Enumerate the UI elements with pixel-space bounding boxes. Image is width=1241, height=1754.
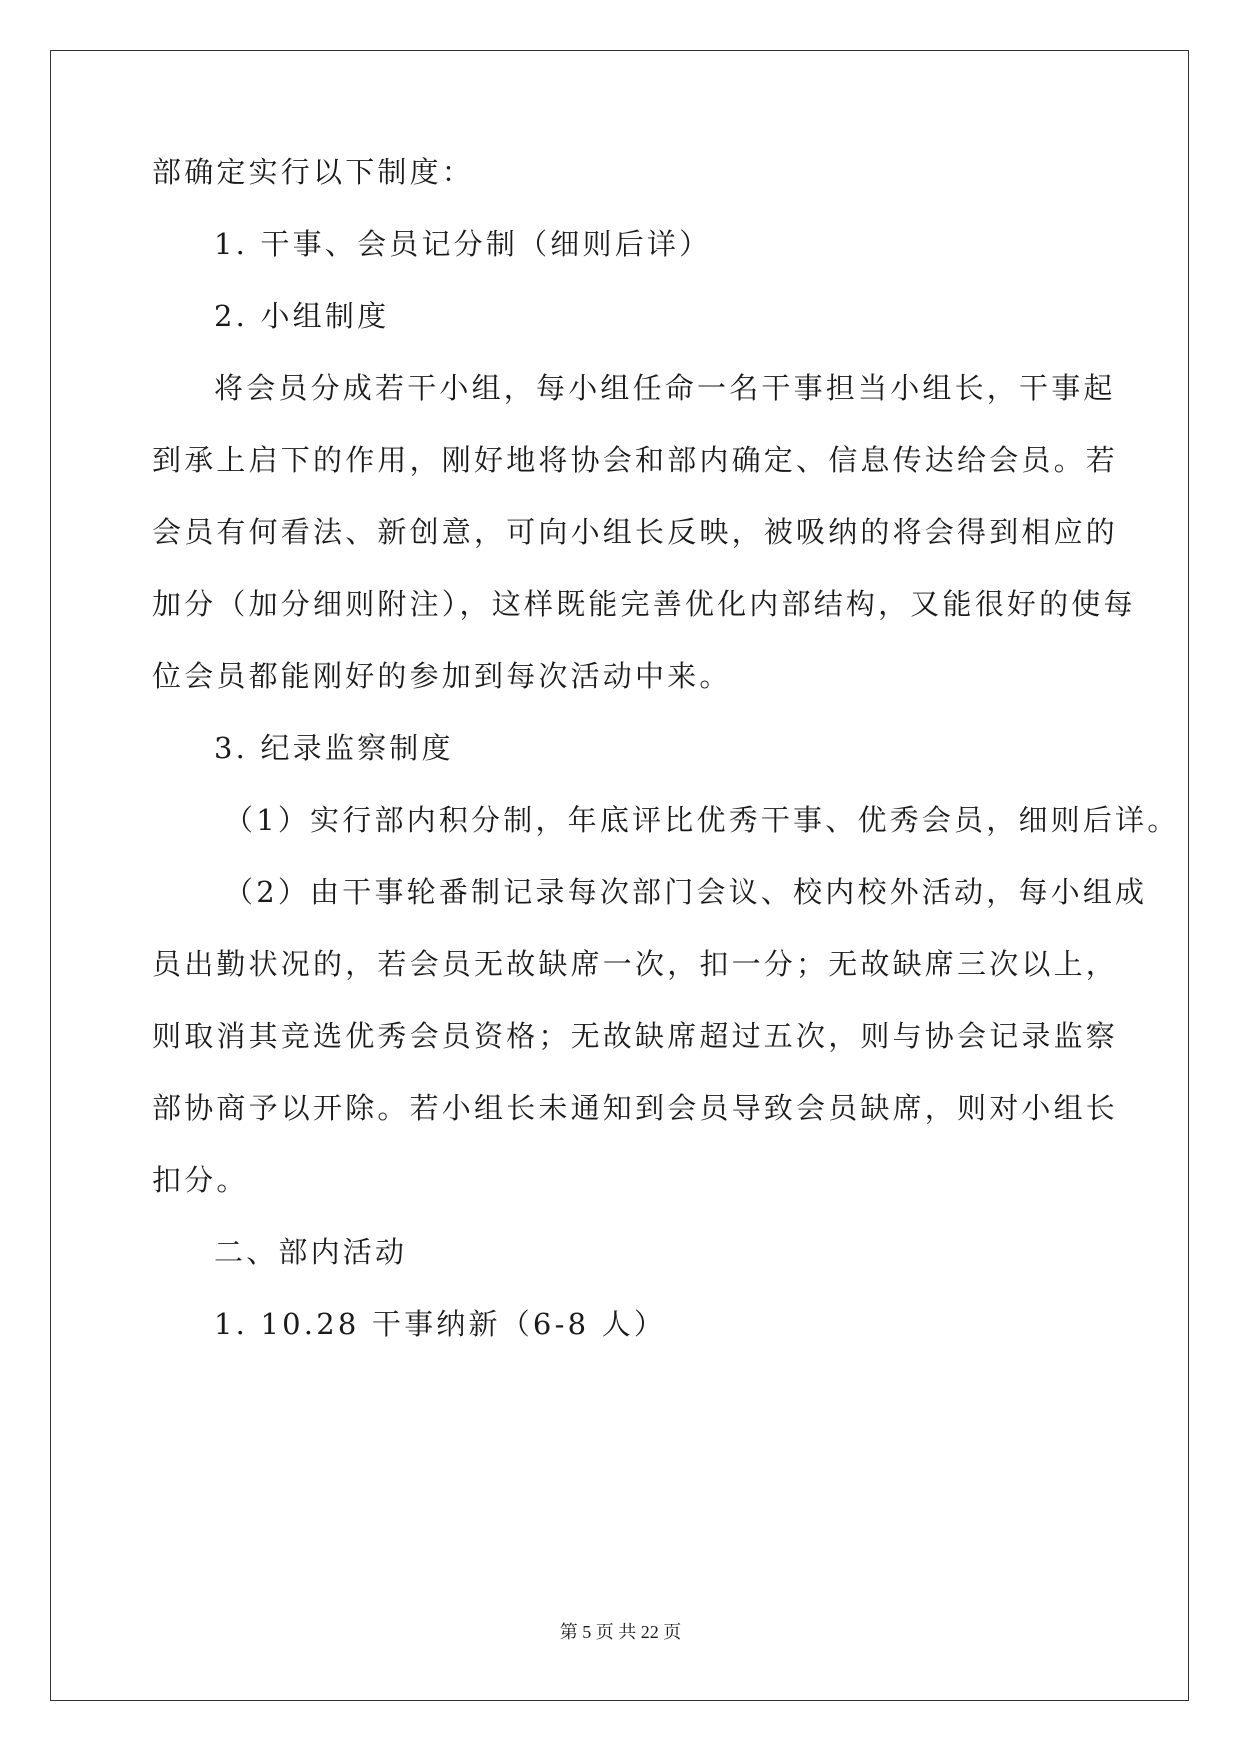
text-line: （1）实行部内积分制，年底评比优秀干事、优秀会员，细则后详。: [224, 803, 1180, 837]
text-line: 员出勤状况的，若会员无故缺席一次，扣一分；无故缺席三次以上，: [152, 947, 1119, 981]
text-line: （2）由干事轮番制记录每次部门会议、校内校外活动，每小组成: [224, 875, 1148, 909]
list-item: 3. 纪录监察制度: [214, 731, 454, 765]
text-line: 将会员分成若干小组，每小组任命一名干事担当小组长，干事起: [214, 371, 1116, 405]
text-line: 到承上启下的作用，刚好地将协会和部内确定、信息传达给会员。若: [152, 443, 1119, 477]
text-line: 部协商予以开除。若小组长未通知到会员导致会员缺席，则对小组长: [152, 1091, 1119, 1125]
list-item: 1. 10.28 干事纳新（6-8 人）: [214, 1307, 667, 1341]
text-line: 会员有何看法、新创意，可向小组长反映，被吸纳的将会得到相应的: [152, 515, 1119, 549]
text-line: 加分（加分细则附注），这样既能完善优化内部结构，又能很好的使每: [152, 587, 1136, 621]
text-line: 位会员都能刚好的参加到每次活动中来。: [152, 659, 732, 693]
text-line: 则取消其竞选优秀会员资格；无故缺席超过五次，则与协会记录监察: [152, 1019, 1119, 1053]
page-footer: 第 5 页 共 22 页: [559, 1622, 682, 1642]
text-line: 扣分。: [152, 1163, 249, 1197]
section-heading: 二、部内活动: [214, 1235, 408, 1269]
text-line: 部确定实行以下制度：: [152, 155, 475, 189]
list-item: 2. 小组制度: [214, 299, 390, 333]
list-item: 1. 干事、会员记分制（细则后详）: [214, 227, 712, 261]
